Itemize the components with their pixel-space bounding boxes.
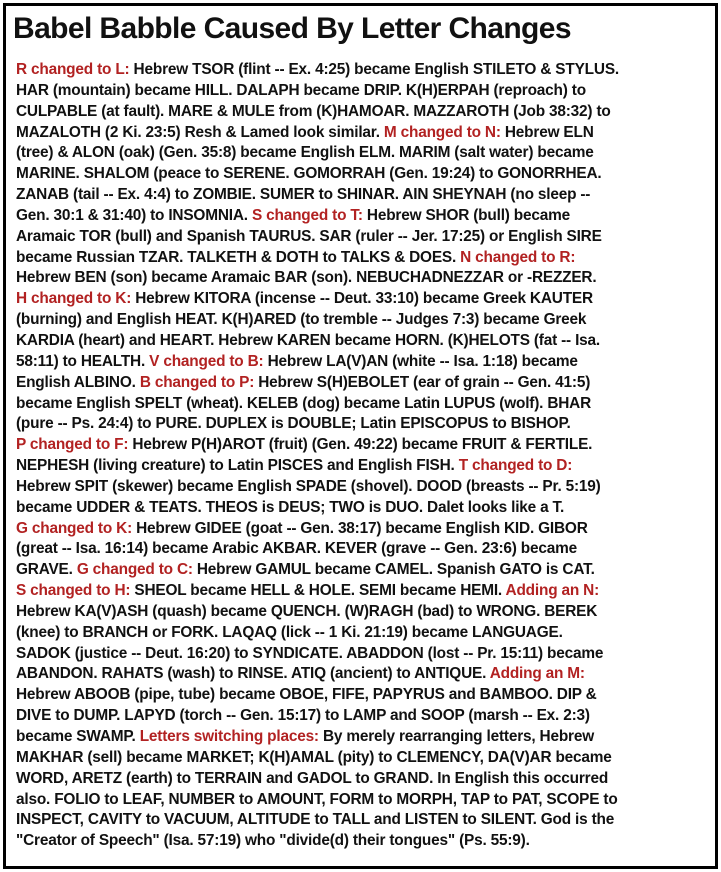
section-heading: H changed to K: [16,290,132,308]
text-line [16,60,712,81]
text-line [16,560,712,581]
text-segment: Hebrew P(H)AROT (fruit) (Gen. 49:22) became FRUIT & FERTILE. [128,436,593,454]
text-line [16,185,712,206]
section-heading: G changed to C: [76,561,193,579]
text-segment: HAR (mountain) became HILL. DALAPH became DRIP. K(H)ERPAH (reproach) to [16,81,586,99]
text-line [16,790,712,811]
text-line [16,769,712,790]
text-line [16,581,712,602]
text-segment: Hebrew KITORA (incense -- Deut. 33:10) became Greek KAUTER [131,290,593,308]
text-segment: Hebrew BEN (son) became Aramaic BAR (son). NEBUCHADNEZZAR or -REZZER. [16,269,597,287]
section-heading: Adding an M: [489,665,585,683]
text-segment: Gen. 30:1 & 31:40) to INSOMNIA. [16,206,252,224]
text-line [16,685,712,706]
text-line [16,644,712,665]
text-segment: WORD, ARETZ (earth) to TERRAIN and GADOL to GRAND. In English this occurred [16,769,609,787]
text-line [16,102,712,123]
text-segment: became UDDER & TEATS. THEOS is DEUS; TWO is DUO. Dalet looks like a T. [16,498,565,516]
section-heading: P changed to F: [16,436,129,454]
text-line [16,227,712,248]
text-segment: (pure -- Ps. 24:4) to PURE. DUPLEX is DOUBLE; Latin EPISCOPUS to BISHOP. [16,415,571,433]
text-segment: Hebrew SHOR (bull) became [362,206,570,224]
text-segment: became English SPELT (wheat). KELEB (dog) became Latin LUPUS (wolf). BHAR [16,394,592,412]
section-heading: Letters switching places: [139,728,319,745]
text-line [16,352,712,373]
text-segment: (knee) to BRANCH or FORK. LAQAQ (lick -- 1 Ki. 21:19) became LANGUAGE. [16,623,563,641]
text-segment: DIVE to DUMP. LAPYD (torch -- Gen. 15:17) to LAMP and SOOP (marsh -- Ex. 2:3) [16,707,590,725]
article-body [16,60,712,852]
text-segment: Hebrew KA(V)ASH (quash) became QUENCH. (W)RAGH (bad) to WRONG. BEREK [16,602,598,620]
text-line [16,164,712,185]
section-heading: G changed to K: [16,519,133,537]
text-segment: (tree) & ALON (oak) (Gen. 35:8) became English ELM. MARIM (salt water) became [16,144,594,162]
text-segment: ABANDON. RAHATS (wash) to RINSE. ATIQ (ancient) to ANTIQUE. [16,665,490,683]
text-line [16,498,712,519]
text-line [16,810,712,831]
text-line [16,748,712,769]
text-line [16,331,712,352]
text-segment: "Creator of Speech" (Isa. 57:19) who "divide(d) their tongues" (Ps. 55:9). [16,832,530,850]
text-segment: MAKHAR (sell) became MARKET; K(H)AMAL (pity) to CLEMENCY, DA(V)AR became [16,748,612,766]
text-line [16,623,712,644]
text-segment: Hebrew GAMUL became CAMEL. Spanish GATO is CAT. [192,561,595,579]
text-segment: became SWAMP. [16,728,140,745]
text-line [16,394,712,415]
section-heading: N changed to R: [460,248,576,266]
text-segment: Hebrew LA(V)AN (white -- Isa. 1:18) became [263,352,578,370]
text-segment: (burning) and English HEAT. K(H)ARED (to tremble -- Judges 7:3) became Greek [16,311,587,329]
section-heading: M changed to N: [383,123,501,141]
text-segment: SHEOL became HELL & HOLE. SEMI became HEMI. [130,582,506,600]
text-line [16,831,712,852]
section-heading: V changed to B: [149,352,264,370]
text-segment: Hebrew SPIT (skewer) became English SPADE (shovel). DOOD (breasts -- Pr. 5:19) [16,477,601,495]
text-line [16,477,712,498]
text-segment: KARDIA (heart) and HEART. Hebrew KAREN became HORN. (K)HELOTS (fat -- Isa. [16,331,600,349]
text-line [16,519,712,540]
text-line [16,664,712,685]
text-segment: (great -- Isa. 16:14) became Arabic AKBAR. KEVER (grave -- Gen. 23:6) became [16,540,577,558]
text-line [16,143,712,164]
text-segment: Hebrew ELN [500,123,594,141]
text-line [16,289,712,310]
text-segment: By merely rearranging letters, Hebrew [318,728,595,745]
section-heading: R changed to L: [16,61,130,78]
section-heading: B changed to P: [139,373,255,391]
text-line [16,456,712,477]
text-segment: Hebrew TSOR (flint -- Ex. 4:25) became English STILETO & STYLUS. [129,61,619,78]
text-segment: INSPECT, CAVITY to VACUUM, ALTITUDE to TALL and LISTEN to SILENT. God is the [16,811,615,829]
text-segment: GRAVE. [16,561,77,579]
text-segment: MAZALOTH (2 Ki. 23:5) Resh & Lamed look similar. [16,123,384,141]
text-line [16,414,712,435]
text-segment: MARINE. SHALOM (peace to SERENE. GOMORRAH (Gen. 19:24) to GONORRHEA. [16,165,602,183]
text-line [16,310,712,331]
text-line [16,435,712,456]
text-segment: 58:11) to HEALTH. [16,352,150,370]
text-line [16,727,712,748]
text-line [16,706,712,727]
text-segment: Hebrew GIDEE (goat -- Gen. 38:17) became English KID. GIBOR [132,519,588,537]
text-segment: Hebrew ABOOB (pipe, tube) became OBOE, FIFE, PAPYRUS and BAMBOO. DIP & [16,686,597,704]
text-line [16,248,712,269]
text-line [16,81,712,102]
text-line [16,373,712,394]
text-segment: became Russian TZAR. TALKETH & DOTH to TALKS & DOES. [16,248,461,266]
text-segment: Hebrew S(H)EBOLET (ear of grain -- Gen. 41:5) [254,373,591,391]
text-segment: Aramaic TOR (bull) and Spanish TAURUS. SAR (ruler -- Jer. 17:25) or English SIRE [16,227,602,245]
text-segment: English ALBINO. [16,373,140,391]
section-heading: S changed to H: [16,582,131,600]
section-heading: Adding an N: [505,582,600,600]
page-title: Babel Babble Caused By Letter Changes [13,12,571,45]
text-segment: NEPHESH (living creature) to Latin PISCES and English FISH. [16,457,459,475]
text-line [16,268,712,289]
text-line [16,539,712,560]
section-heading: S changed to T: [251,206,363,224]
text-line [16,206,712,227]
text-segment: CULPABLE (at fault). MARE & MULE from (K)HAMOAR. MAZZAROTH (Job 38:32) to [16,102,611,120]
text-segment: also. FOLIO to LEAF, NUMBER to AMOUNT, FORM to MORPH, TAP to PAT, SCOPE to [16,790,618,808]
text-segment: ZANAB (tail -- Ex. 4:4) to ZOMBIE. SUMER to SHINAR. AIN SHEYNAH (no sleep -- [16,186,591,204]
section-heading: T changed to D: [458,457,573,475]
text-line [16,602,712,623]
text-segment: SADOK (justice -- Deut. 16:20) to SYNDICATE. ABADDON (lost -- Pr. 15:11) became [16,644,604,662]
text-line [16,123,712,144]
